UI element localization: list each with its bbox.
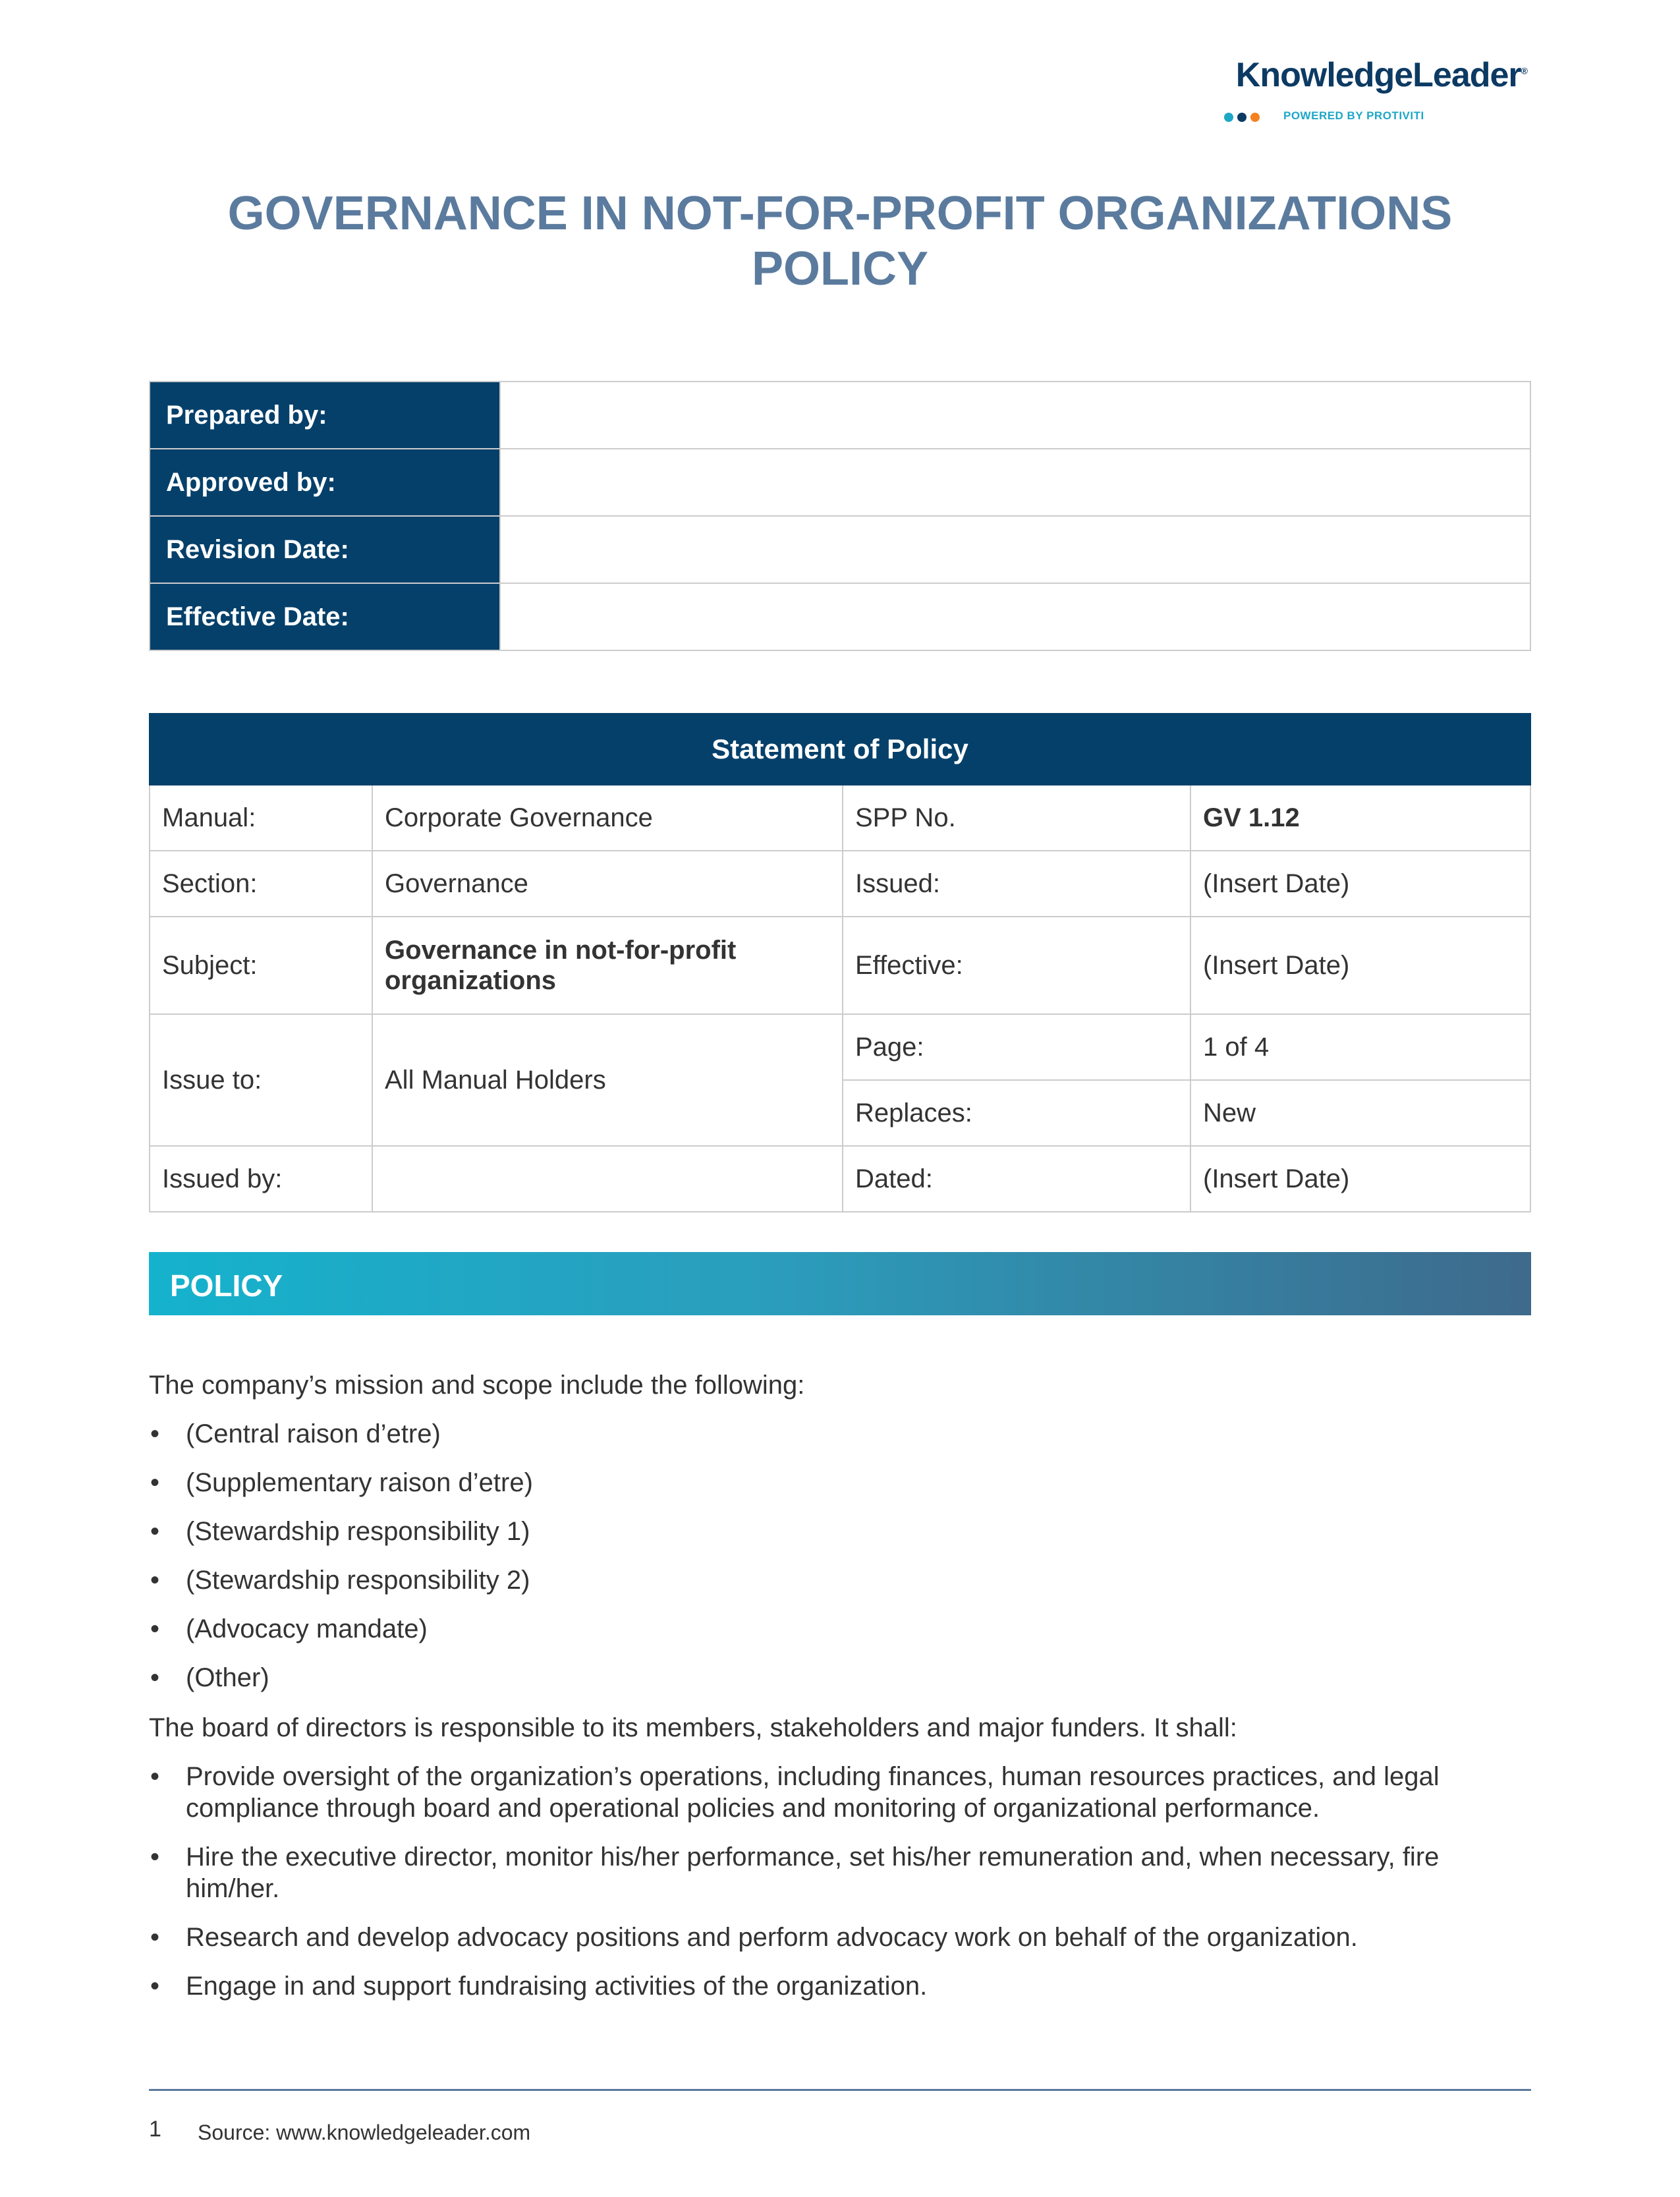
page-value: 1 of 4 [1190, 1014, 1530, 1080]
source-link[interactable]: Source: www.knowledgeleader.com [198, 2121, 531, 2144]
list-item-text: Engage in and support fundraising activities of the organization. [186, 1972, 928, 2001]
dated-value: (Insert Date) [1190, 1146, 1530, 1212]
approved-by-field[interactable] [500, 449, 1530, 516]
list-item [149, 1922, 1531, 1953]
manual-label: Manual: [150, 785, 372, 851]
issue-to-value: All Manual Holders [372, 1014, 843, 1146]
replaces-value: New [1190, 1080, 1530, 1146]
mission-list [149, 1418, 1531, 1694]
bullet-icon: • [150, 1972, 160, 2001]
issued-value: (Insert Date) [1190, 851, 1530, 917]
list-item-text: (Other) [186, 1663, 269, 1692]
table-row [150, 449, 1530, 516]
effective-date-field[interactable] [500, 583, 1530, 650]
prepared-by-label: Prepared by: [150, 382, 500, 449]
bullet-icon: • [150, 1566, 160, 1595]
table-row [150, 516, 1530, 583]
table-row [150, 851, 1530, 917]
list-item-text: Research and develop advocacy positions and perform advocacy work on behalf of the organization. [186, 1923, 1358, 1952]
list-item-text: (Stewardship responsibility 2) [186, 1566, 530, 1595]
logo-dot-icon [1237, 113, 1246, 122]
issue-to-label: Issue to: [150, 1014, 372, 1146]
effective-value: (Insert Date) [1190, 917, 1530, 1014]
board-intro: The board of directors is responsible to its members, stakeholders and major funders. It shall: [149, 1713, 1237, 1742]
issued-label: Issued: [843, 851, 1190, 917]
list-item-text: Provide oversight of the organization’s operations, including finances, human resources practices, and legal compliance through board and operational policies and monitoring of organizational performance. [186, 1762, 1440, 1823]
statement-of-policy-header: Statement of Policy [150, 714, 1530, 785]
spp-label: SPP No. [843, 785, 1190, 851]
table-row [150, 1014, 1530, 1080]
logo-wordmark: KnowledgeLeader® [1235, 56, 1527, 94]
board-responsibilities-list [149, 1761, 1531, 2002]
bullet-icon: • [150, 1923, 160, 1952]
replaces-label: Replaces: [843, 1080, 1190, 1146]
approval-table [149, 381, 1531, 651]
list-item [149, 1467, 1531, 1498]
bullet-icon: • [150, 1762, 160, 1791]
table-row [150, 382, 1530, 449]
list-item [149, 1761, 1531, 1824]
issued-by-value [372, 1146, 843, 1212]
subject-value: Governance in not-for-profit organizations [372, 917, 843, 1014]
registered-mark: ® [1521, 65, 1527, 76]
list-item-text: (Central raison d’etre) [186, 1419, 441, 1448]
bullet-icon: • [150, 1419, 160, 1448]
logo-dot-icon [1250, 113, 1260, 122]
list-item-text: (Advocacy mandate) [186, 1614, 428, 1643]
section-label: Section: [150, 851, 372, 917]
revision-date-field[interactable] [500, 516, 1530, 583]
section-value: Governance [372, 851, 843, 917]
powered-by-text: POWERED BY PROTIVITI [1283, 109, 1424, 122]
issued-by-label: Issued by: [150, 1146, 372, 1212]
approved-by-label: Approved by: [150, 449, 500, 516]
list-item-text: Hire the executive director, monitor his/her performance, set his/her remuneration and, when necessary, fire him/her. [186, 1842, 1440, 1903]
revision-date-label: Revision Date: [150, 516, 500, 583]
manual-value: Corporate Governance [372, 785, 843, 851]
bullet-icon: • [150, 1517, 160, 1546]
table-header-row [150, 714, 1530, 785]
table-row [150, 1146, 1530, 1212]
document-title-line2: POLICY [751, 243, 929, 295]
list-item [149, 1564, 1531, 1596]
effective-label: Effective: [843, 917, 1190, 1014]
bullet-icon: • [150, 1468, 160, 1497]
list-item-text: (Stewardship responsibility 1) [186, 1517, 530, 1546]
list-item-text: (Supplementary raison d’etre) [186, 1468, 533, 1497]
list-item [149, 1418, 1531, 1450]
table-row [150, 917, 1530, 1014]
policy-heading: POLICY [170, 1269, 283, 1303]
list-item [149, 1662, 1531, 1694]
dated-label: Dated: [843, 1146, 1190, 1212]
document-title-line1: GOVERNANCE IN NOT-FOR-PROFIT ORGANIZATIONS [227, 187, 1453, 240]
list-item [149, 1841, 1531, 1904]
bullet-icon: • [150, 1614, 160, 1643]
logo-dot-icon [1224, 113, 1233, 122]
footer-divider [149, 2089, 1531, 2091]
mission-intro: The company’s mission and scope include the following: [149, 1371, 805, 1400]
list-item [149, 1516, 1531, 1547]
statement-of-policy-table [149, 713, 1531, 1213]
subject-label: Subject: [150, 917, 372, 1014]
prepared-by-field[interactable] [500, 382, 1530, 449]
list-item [149, 1613, 1531, 1645]
page-label: Page: [843, 1014, 1190, 1080]
spp-value: GV 1.12 [1190, 785, 1530, 851]
bullet-icon: • [150, 1663, 160, 1692]
page-number: 1 [149, 2117, 161, 2142]
list-item [149, 1970, 1531, 2002]
policy-section-header [149, 1252, 1531, 1315]
table-row [150, 583, 1530, 650]
table-row [150, 785, 1530, 851]
effective-date-label: Effective Date: [150, 583, 500, 650]
knowledgeleader-logo [1158, 55, 1527, 128]
bullet-icon: • [150, 1842, 160, 1871]
